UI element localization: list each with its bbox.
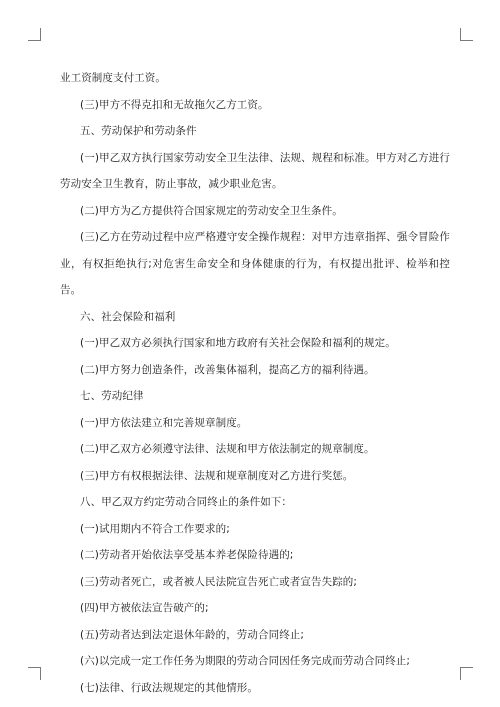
crop-mark-top-left bbox=[28, 28, 41, 41]
crop-mark-top-right bbox=[460, 28, 473, 41]
list-item: (四)甲方被依法宣告破产的; bbox=[80, 602, 209, 614]
paragraph: (二)甲方努力创造条件，改善集体福利，提高乙方的福利待遇。 bbox=[80, 363, 375, 376]
list-item: (二)劳动者开始依法享受基本养老保险待遇的; bbox=[80, 549, 294, 561]
crop-mark-bottom-right bbox=[460, 667, 473, 680]
list-item: (三)劳动者死亡，或者被人民法院宣告死亡或者宣告失踪的; bbox=[80, 575, 358, 588]
section-heading: 七、劳动纪律 bbox=[80, 390, 144, 402]
paragraph-continuation: 业工资制度支付工资。 bbox=[60, 72, 166, 84]
crop-mark-bottom-left bbox=[28, 667, 41, 680]
section-heading: 六、社会保险和福利 bbox=[80, 310, 176, 323]
paragraph: (二)甲方为乙方提供符合国家规定的劳动安全卫生条件。 bbox=[80, 204, 343, 217]
paragraph: (三)甲方有权根据法律、法规和规章制度对乙方进行奖惩。 bbox=[80, 469, 354, 482]
list-item: (七)法律、行政法规规定的其他情形。 bbox=[80, 681, 258, 694]
section-heading: 八、甲乙双方约定劳动合同终止的条件如下： bbox=[80, 496, 292, 508]
paragraph: (二)甲乙双方必须遵守法律、法规和甲方依法制定的规章制度。 bbox=[80, 443, 375, 455]
list-item: (一)试用期内不符合工作要求的; bbox=[80, 522, 230, 535]
list-item: (五)劳动者达到法定退休年龄的，劳动合同终止; bbox=[80, 628, 305, 641]
paragraph: (一)甲乙双方执行国家劳动安全卫生法律、法规、规程和标准。甲方对乙方进行劳动安全卫生教育，防止事故，减少职业危害。 bbox=[60, 151, 450, 190]
paragraph: (一)甲方依法建立和完善规章制度。 bbox=[80, 416, 248, 429]
paragraph: (三)乙方在劳动过程中应严格遵守安全操作规程：对甲方违章指挥、强令冒险作业，有权拒绝执行;对危害生命安全和身体健康的行为，有权提出批评、检举和控告。 bbox=[60, 231, 450, 296]
document-body bbox=[60, 65, 450, 701]
paragraph: (一)甲乙双方必须执行国家和地方政府有关社会保险和福利的规定。 bbox=[80, 337, 396, 349]
paragraph: (三)甲方不得克扣和无故拖欠乙方工资。 bbox=[80, 98, 269, 111]
section-heading: 五、劳动保护和劳动条件 bbox=[80, 125, 197, 137]
list-item: (六)以完成一定工作任务为期限的劳动合同因任务完成而劳动合同终止; bbox=[80, 655, 411, 667]
